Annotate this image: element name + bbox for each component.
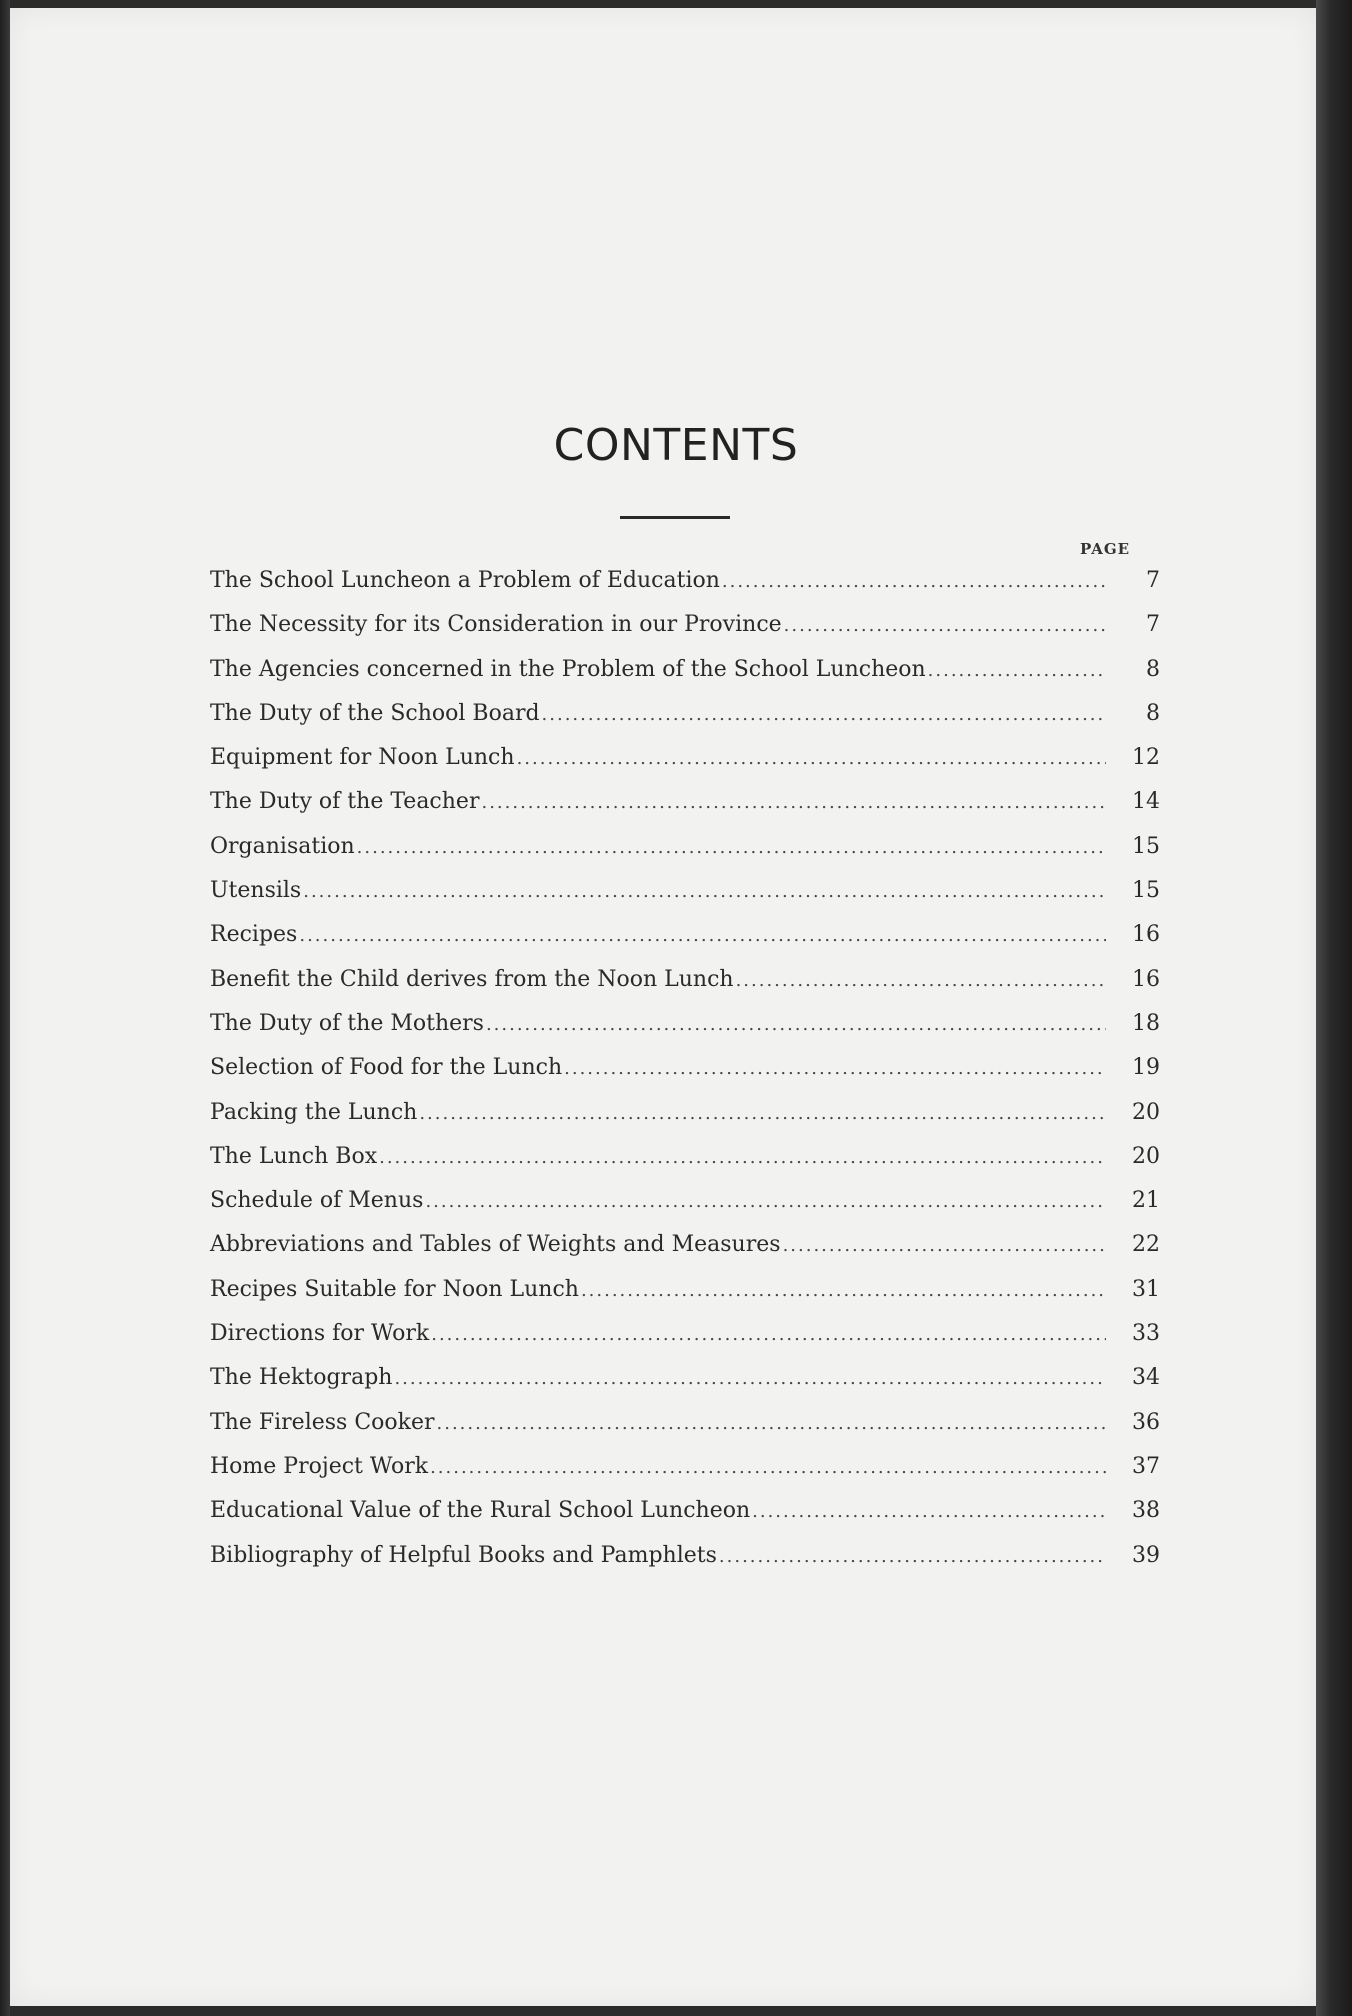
toc-entry-page: 19 bbox=[1132, 1055, 1160, 1081]
toc-entry bbox=[210, 922, 1160, 966]
toc-entry-title: The Duty of the School Board bbox=[210, 700, 540, 726]
toc-entry bbox=[210, 1144, 1160, 1188]
toc-entry-page: 21 bbox=[1132, 1188, 1160, 1214]
dot-leader bbox=[722, 571, 1106, 592]
book-left-edge bbox=[0, 0, 10, 2016]
toc-entry-page: 39 bbox=[1132, 1542, 1160, 1568]
toc-entry-page: 7 bbox=[1146, 568, 1160, 593]
toc-entry bbox=[210, 1188, 1160, 1232]
dot-leader bbox=[437, 1413, 1106, 1434]
toc-entry bbox=[210, 568, 1160, 612]
dot-leader bbox=[299, 925, 1106, 946]
toc-entry-page: 37 bbox=[1132, 1453, 1160, 1479]
table-of-contents bbox=[210, 568, 1160, 1587]
toc-entry-title: Schedule of Menus bbox=[210, 1188, 424, 1214]
dot-leader bbox=[357, 837, 1106, 858]
toc-entry-page: 15 bbox=[1132, 878, 1160, 904]
dot-leader bbox=[542, 704, 1106, 725]
toc-entry bbox=[210, 1100, 1160, 1144]
toc-entry-title: The Agencies concerned in the Problem of the School Luncheon bbox=[210, 656, 926, 682]
dot-leader bbox=[303, 881, 1106, 902]
toc-entry-title: Organisation bbox=[210, 833, 355, 859]
toc-entry-title: The School Luncheon a Problem of Education bbox=[210, 568, 720, 593]
dot-leader bbox=[425, 1191, 1106, 1212]
toc-entry-page: 16 bbox=[1132, 922, 1160, 948]
toc-entry bbox=[210, 878, 1160, 922]
dot-leader bbox=[431, 1324, 1106, 1345]
toc-entry-title: Abbreviations and Tables of Weights and Measures bbox=[210, 1232, 781, 1258]
toc-entry bbox=[210, 701, 1160, 745]
toc-entry-page: 22 bbox=[1132, 1232, 1160, 1258]
toc-entry-page: 12 bbox=[1132, 745, 1160, 771]
toc-entry-title: Recipes bbox=[210, 922, 298, 948]
toc-entry bbox=[210, 967, 1160, 1011]
toc-entry-page: 31 bbox=[1132, 1276, 1160, 1302]
dot-leader bbox=[784, 615, 1106, 636]
toc-entry bbox=[210, 1365, 1160, 1409]
dot-leader bbox=[379, 1147, 1106, 1168]
toc-entry-page: 8 bbox=[1146, 700, 1160, 726]
toc-entry-title: Educational Value of the Rural School Luncheon bbox=[210, 1498, 751, 1524]
toc-entry bbox=[210, 1498, 1160, 1542]
dot-leader bbox=[481, 792, 1106, 813]
toc-entry-page: 36 bbox=[1132, 1409, 1160, 1435]
toc-entry bbox=[210, 1410, 1160, 1454]
toc-entry-title: The Necessity for its Consideration in our Province bbox=[210, 612, 782, 638]
toc-entry bbox=[210, 1454, 1160, 1498]
toc-entry-title: Equipment for Noon Lunch bbox=[210, 745, 515, 771]
toc-entry bbox=[210, 1011, 1160, 1055]
toc-entry bbox=[210, 1055, 1160, 1099]
toc-entry-page: 15 bbox=[1132, 833, 1160, 859]
toc-entry-page: 38 bbox=[1132, 1498, 1160, 1524]
dot-leader bbox=[752, 1501, 1106, 1522]
toc-entry bbox=[210, 745, 1160, 789]
toc-entry bbox=[210, 789, 1160, 833]
toc-entry-title: Selection of Food for the Lunch bbox=[210, 1055, 563, 1081]
toc-entry-title: The Fireless Cooker bbox=[210, 1409, 435, 1435]
toc-entry-page: 33 bbox=[1132, 1321, 1160, 1347]
toc-entry bbox=[210, 1321, 1160, 1365]
toc-entry-title: The Duty of the Mothers bbox=[210, 1010, 484, 1036]
toc-entry-title: Directions for Work bbox=[210, 1321, 430, 1347]
dot-leader bbox=[783, 1235, 1106, 1256]
toc-entry-page: 16 bbox=[1132, 966, 1160, 992]
toc-entry-title: Benefit the Child derives from the Noon Lunch bbox=[210, 966, 734, 992]
toc-entry bbox=[210, 612, 1160, 656]
toc-entry bbox=[210, 1232, 1160, 1276]
dot-leader bbox=[430, 1457, 1106, 1478]
book-right-edge bbox=[1316, 0, 1352, 2016]
dot-leader bbox=[419, 1103, 1106, 1124]
dot-leader bbox=[486, 1014, 1106, 1035]
dot-leader bbox=[517, 748, 1106, 769]
toc-entry-page: 7 bbox=[1146, 612, 1160, 638]
dot-leader bbox=[581, 1280, 1106, 1301]
toc-entry-title: The Lunch Box bbox=[210, 1143, 378, 1169]
dot-leader bbox=[394, 1368, 1106, 1389]
dot-leader bbox=[736, 970, 1106, 991]
dot-leader bbox=[564, 1058, 1106, 1079]
page-title: CONTENTS bbox=[553, 420, 799, 471]
page-column-label: PAGE bbox=[1080, 540, 1131, 558]
toc-entry-title: Recipes Suitable for Noon Lunch bbox=[210, 1276, 579, 1302]
toc-entry-page: 34 bbox=[1132, 1365, 1160, 1391]
toc-entry-title: Bibliography of Helpful Books and Pamphlets bbox=[210, 1542, 717, 1568]
toc-entry-title: Home Project Work bbox=[210, 1453, 429, 1479]
toc-entry bbox=[210, 1277, 1160, 1321]
toc-entry-page: 20 bbox=[1132, 1143, 1160, 1169]
toc-entry bbox=[210, 1543, 1160, 1587]
toc-entry-page: 8 bbox=[1146, 656, 1160, 682]
toc-entry-title: Utensils bbox=[210, 878, 302, 904]
dot-leader bbox=[719, 1546, 1106, 1567]
toc-entry-page: 14 bbox=[1132, 789, 1160, 815]
toc-entry-title: The Hektograph bbox=[210, 1365, 393, 1391]
title-divider bbox=[620, 516, 730, 519]
toc-entry-page: 18 bbox=[1132, 1010, 1160, 1036]
toc-entry-page: 20 bbox=[1132, 1099, 1160, 1125]
toc-entry bbox=[210, 834, 1160, 878]
toc-entry-title: The Duty of the Teacher bbox=[210, 789, 480, 815]
toc-entry-title: Packing the Lunch bbox=[210, 1099, 418, 1125]
toc-entry bbox=[210, 657, 1160, 701]
dot-leader bbox=[928, 660, 1106, 681]
